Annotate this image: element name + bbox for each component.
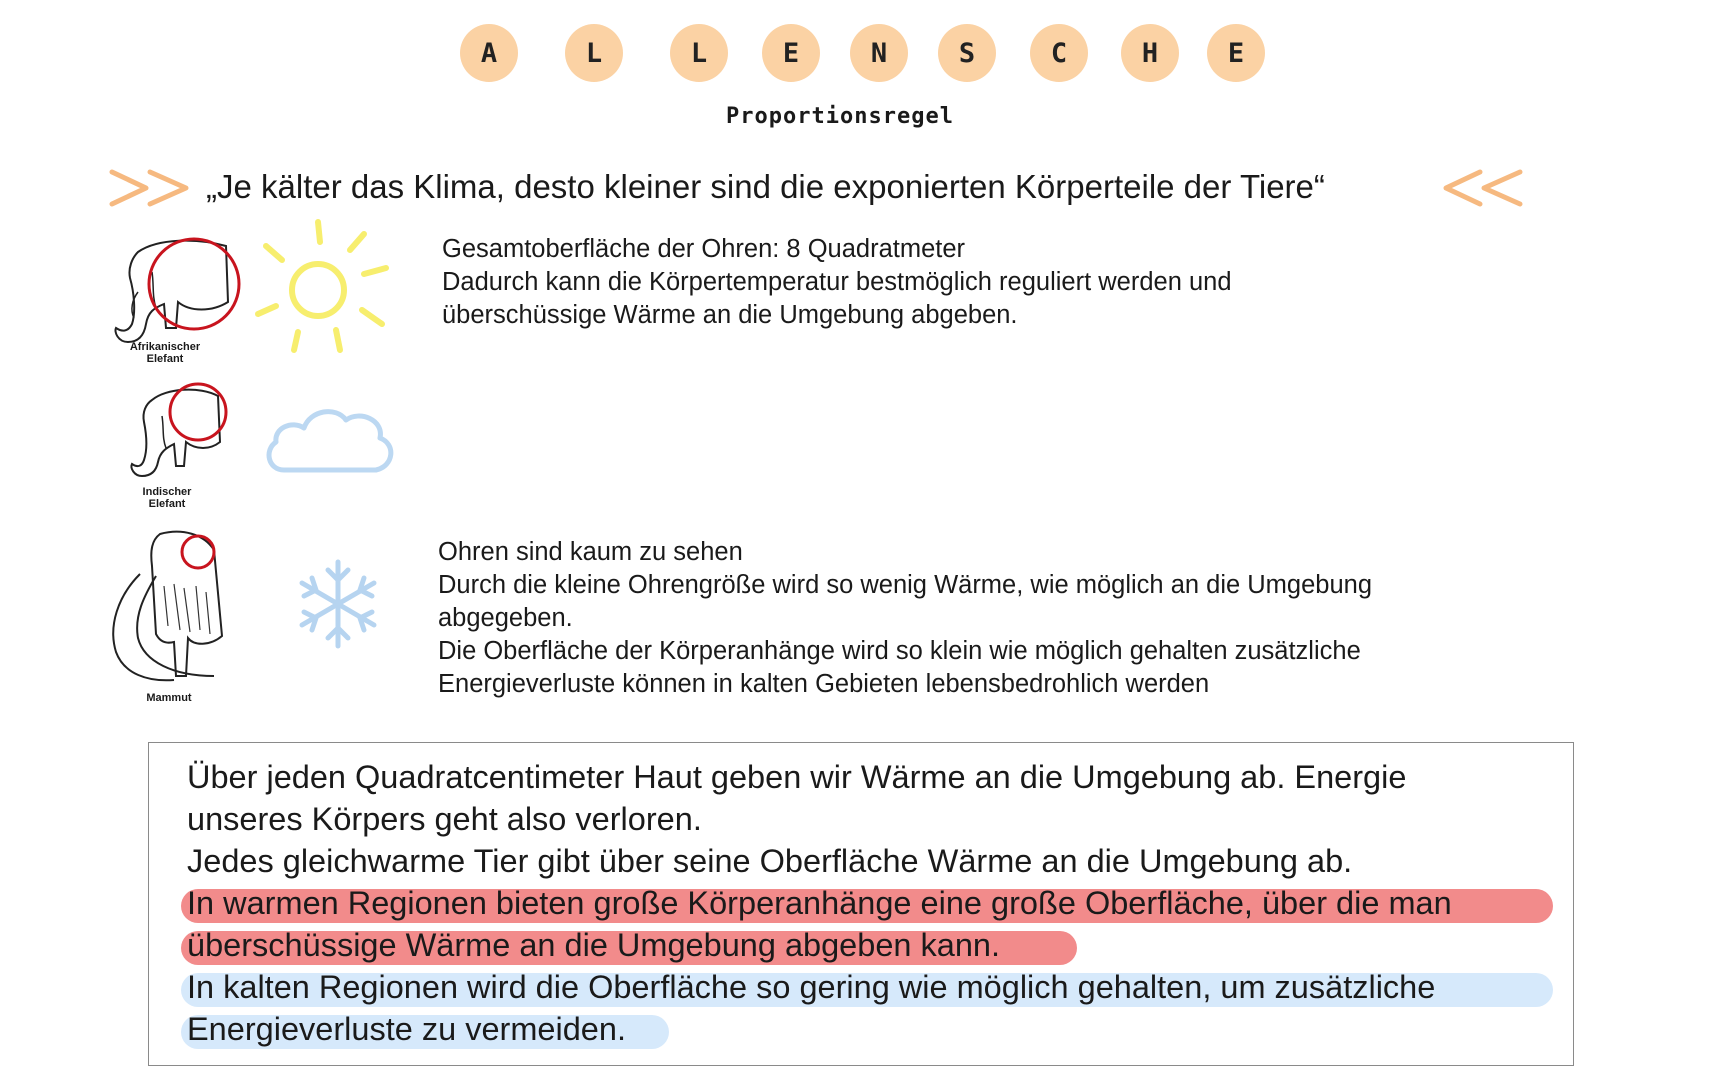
animal-caption — [112, 486, 222, 510]
summary-line: In warmen Regionen bieten große Körperanhänge eine große Oberfläche, über die man — [187, 885, 1452, 921]
letter: A — [480, 37, 498, 69]
caption-line: Afrikanischer — [129, 341, 201, 353]
animal-caption — [110, 341, 220, 365]
letter-circle — [850, 24, 908, 82]
letter: E — [1227, 37, 1245, 69]
letter-circle — [460, 24, 518, 82]
summary-line: Jedes gleichwarme Tier gibt über seine Oberfläche Wärme an die Umgebung ab. — [187, 843, 1353, 879]
double-chevron-left-icon — [1440, 168, 1526, 208]
summary-line: In kalten Regionen wird die Oberfläche so gering wie möglich gehalten, um zusätzliche — [187, 969, 1436, 1005]
letter-circle — [565, 24, 623, 82]
summary-line: unseres Körpers geht also verloren. — [187, 801, 702, 837]
letter-circle — [670, 24, 728, 82]
summary-line: Über jeden Quadratcentimeter Haut geben wir Wärme an die Umgebung ab. Energie — [187, 759, 1407, 795]
letter-circle — [1207, 24, 1265, 82]
african-elephant-illustration — [108, 232, 243, 344]
caption-line: Indischer — [142, 486, 192, 498]
letter: H — [1141, 37, 1159, 69]
double-chevron-right-icon — [108, 168, 194, 208]
info-line: Gesamtoberfläche der Ohren: 8 Quadratmeter — [442, 235, 966, 263]
summary-box — [148, 742, 1574, 1066]
subtitle: Proportionsregel — [726, 104, 954, 129]
letter-circle — [1030, 24, 1088, 82]
snowflake-icon — [290, 556, 386, 652]
caption-line: Mammut — [146, 692, 192, 704]
letter: N — [870, 37, 888, 69]
letter: S — [958, 37, 976, 69]
letter: L — [585, 37, 603, 69]
caption-line: Elefant — [148, 498, 186, 510]
cloud-icon — [262, 400, 398, 480]
info-line: Energieverluste können in kalten Gebieten lebensbedrohlich werden — [438, 670, 1210, 698]
indian-elephant-illustration — [122, 380, 234, 478]
summary-line: Energieverluste zu vermeiden. — [187, 1011, 626, 1047]
letter: C — [1050, 37, 1068, 69]
rule-quote: „Je kälter das Klima, desto kleiner sind die exponierten Körperteile der Tiere“ — [206, 168, 1325, 205]
title-letter-circles — [0, 24, 1728, 114]
info-line: Dadurch kann die Körpertemperatur bestmöglich reguliert werden und — [442, 268, 1232, 296]
animal-caption — [114, 692, 224, 704]
info-line: Durch die kleine Ohrengröße wird so wenig Wärme, wie möglich an die Umgebung — [438, 571, 1373, 599]
info-cold — [438, 536, 1372, 701]
caption-line: Elefant — [146, 353, 184, 365]
info-line: abgegeben. — [438, 604, 573, 632]
mammoth-illustration — [104, 526, 234, 686]
letter: L — [690, 37, 708, 69]
letter-circle — [1121, 24, 1179, 82]
letter-circle — [938, 24, 996, 82]
letter-circle — [762, 24, 820, 82]
info-warm — [442, 233, 1232, 332]
info-line: Die Oberfläche der Körperanhänge wird so klein wie möglich gehalten zusätzliche — [438, 637, 1361, 665]
sun-icon — [252, 218, 392, 358]
info-line: überschüssige Wärme an die Umgebung abgeben. — [442, 301, 1018, 329]
info-line: Ohren sind kaum zu sehen — [438, 538, 743, 566]
summary-line: überschüssige Wärme an die Umgebung abgeben kann. — [187, 927, 1001, 963]
letter: E — [782, 37, 800, 69]
